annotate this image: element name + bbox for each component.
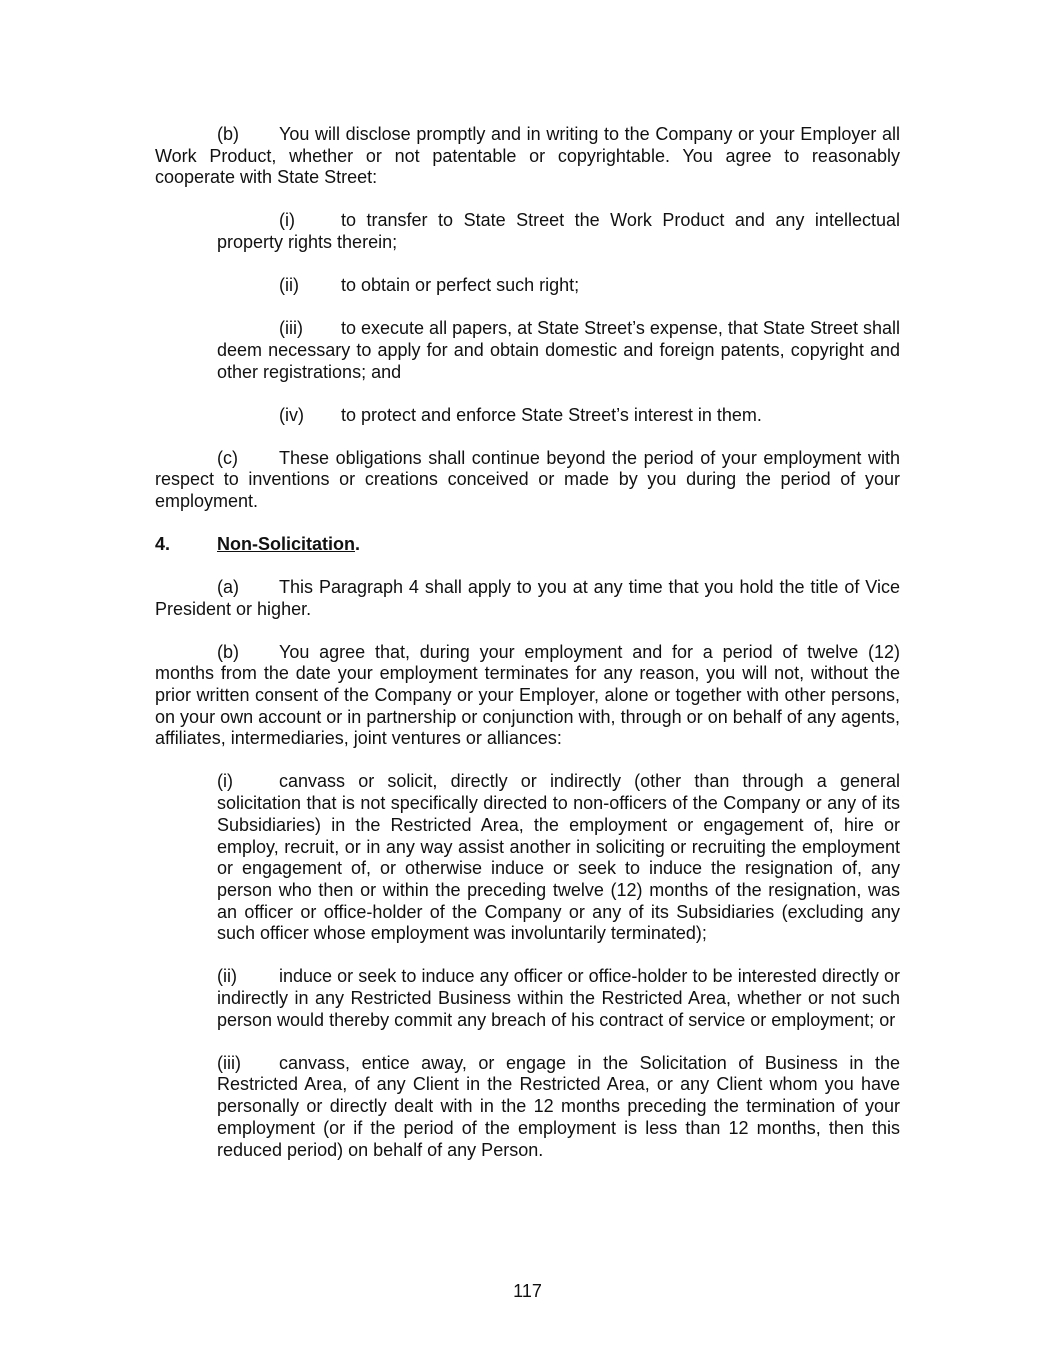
list-item xyxy=(217,1053,900,1162)
paragraph-4b xyxy=(155,642,900,751)
list-item-text: canvass, entice away, or engage in the Solicitation of Business in the Restricted Area, of any Client in the Restricted Area, or any Client whom you have personally or directly dealt with in the 12 months preceding the termination of your employment (or if the period of the employment is less than 12 months, then this reduced period) on behalf of any Person. xyxy=(217,1052,900,1160)
section-heading xyxy=(155,534,900,556)
paragraph-label: (a) xyxy=(217,576,239,597)
list-item-label: (i) xyxy=(279,210,295,231)
section-number: 4. xyxy=(155,533,171,554)
list-item xyxy=(217,210,900,253)
list-item xyxy=(217,771,900,945)
paragraph-label: (b) xyxy=(217,124,239,144)
paragraph-text: These obligations shall continue beyond the period of your employment with respect to inventions or creations conceived or made by you during the period of your employment. xyxy=(155,447,900,511)
list-item-text: to obtain or perfect such right; xyxy=(341,275,580,296)
section-title-period: . xyxy=(355,533,361,554)
paragraph-text: You will disclose promptly and in writing to the Company or your Employer all Work Product, whether or not patentable or copyrightable. You agree to reasonably cooperate with State Street: xyxy=(155,124,900,188)
paragraph-label: (b) xyxy=(217,641,239,662)
list-item-label: (i) xyxy=(217,771,233,792)
list-item-text: induce or seek to induce any officer or office-holder to be interested directly or indirectly in any Restricted Business within the Restricted Area, whether or not such person would thereby commit any breach of his contract of service or employment; or xyxy=(217,966,900,1030)
page-number: 117 xyxy=(513,1281,542,1301)
paragraph-label: (c) xyxy=(217,447,238,468)
list-item-text: canvass or solicit, directly or indirectly (other than through a general solicitation that is not specifically directed to non-officers of the Company or any of its Subsidiaries) in the Restricted Area, the employment or engagement of, hire or employ, recruit, or in any way assist another in soliciting or recruiting the employment or engagement of, or otherwise induce or seek to induce the resignation of, any person who then or within the preceding twelve (12) months of the resignation, was an officer or office-holder of the Company or any of its Subsidiaries (excluding any such officer whose employment was involuntarily terminated); xyxy=(217,771,900,944)
paragraph-text: You agree that, during your employment and for a period of twelve (12) months from the date your employment terminates for any reason, you will not, without the prior written consent of the Company or your Employer, alone or together with other persons, on your own account or in partnership or conjunction with, through or on behalf of any agents, affiliates, intermediaries, joint ventures or alliances: xyxy=(155,641,900,749)
list-item-label: (ii) xyxy=(279,275,299,296)
paragraph-4a xyxy=(155,577,900,620)
list-item-label: (iv) xyxy=(279,404,304,425)
list-item-text: to protect and enforce State Street’s interest in them. xyxy=(341,404,762,425)
paragraph-c xyxy=(155,448,900,513)
list-item-label: (iii) xyxy=(279,318,303,339)
list-item-text: to transfer to State Street the Work Product and any intellectual property rights therein; xyxy=(217,210,900,253)
paragraph-text: This Paragraph 4 shall apply to you at any time that you hold the title of Vice President or higher. xyxy=(155,576,900,619)
list-item xyxy=(217,275,900,297)
list-item-text: to execute all papers, at State Street’s expense, that State Street shall deem necessary to apply for and obtain domestic and foreign patents, copyright and other registrations; and xyxy=(217,318,901,382)
list-item-label: (iii) xyxy=(217,1052,241,1073)
list-item xyxy=(217,966,900,1031)
paragraph-b xyxy=(155,124,900,189)
list-item xyxy=(217,318,900,383)
list-item xyxy=(217,405,900,427)
document-body xyxy=(155,124,900,1183)
list-item-label: (ii) xyxy=(217,966,237,987)
section-title: Non-Solicitation xyxy=(217,533,355,554)
